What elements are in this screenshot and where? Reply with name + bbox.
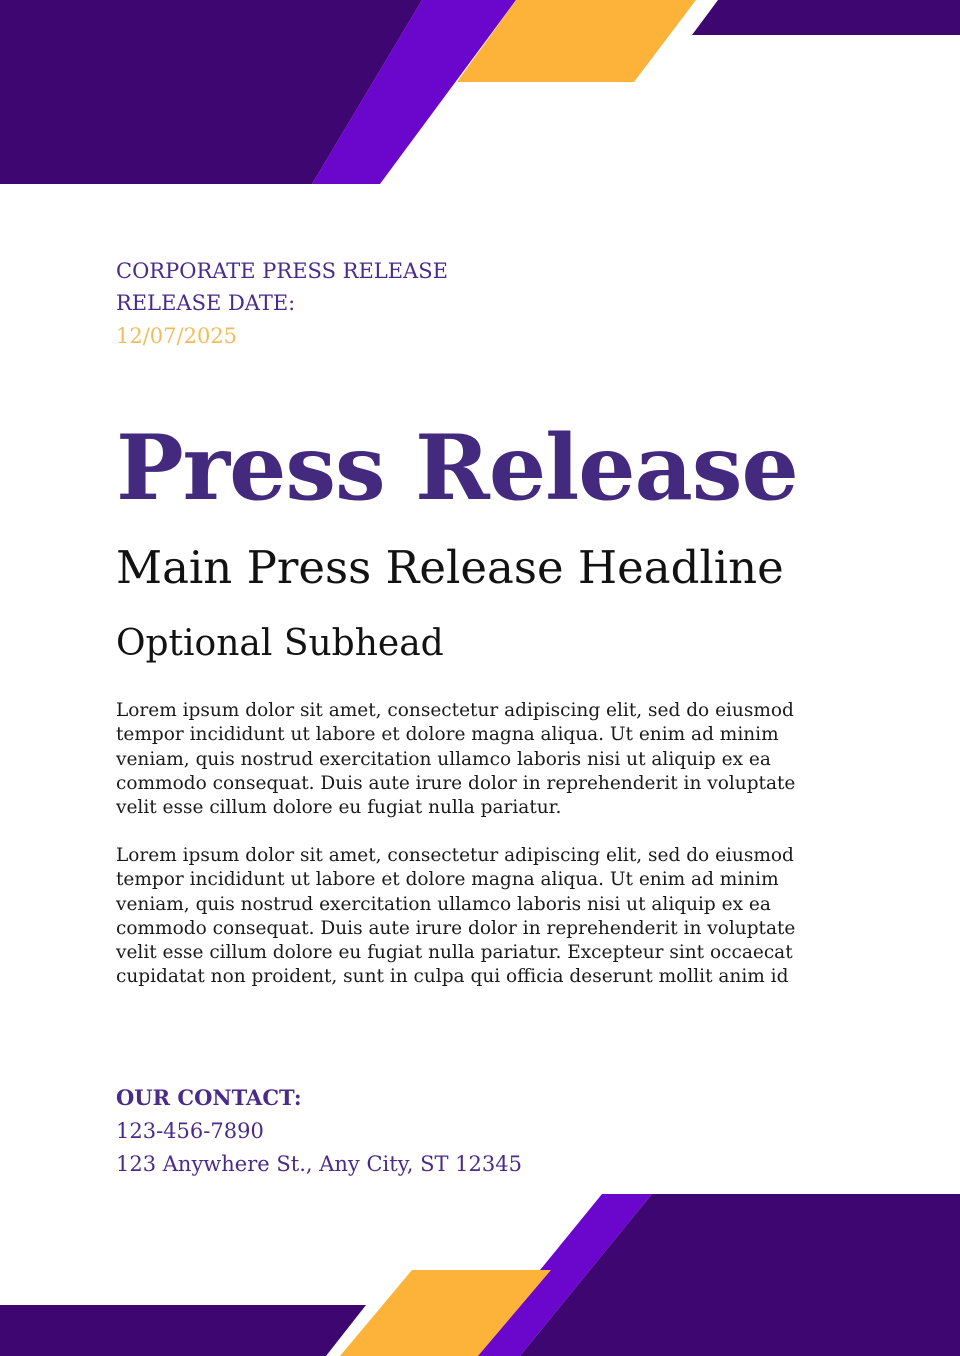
body-paragraph-1: Lorem ipsum dolor sit amet, consectetur adipiscing elit, sed do eiusmod tempor incididunt ut labore et dolore magna aliqua. Ut enim ad minim veniam, quis nostrud exercitation ullamco laboris nisi ut aliquip ex ea commodo consequat. Duis aute irure dolor in reprehenderit in voluptate velit esse cillum dolore eu fugiat nulla pariatur. bbox=[116, 700, 796, 819]
kicker-text: CORPORATE PRESS RELEASE bbox=[116, 259, 448, 283]
footer-decoration bbox=[0, 1190, 960, 1356]
contact-label: OUR CONTACT: bbox=[116, 1085, 302, 1110]
subhead: Optional Subhead bbox=[116, 623, 444, 664]
contact-phone: 123-456-7890 bbox=[116, 1119, 264, 1143]
release-date-label: RELEASE DATE: bbox=[116, 291, 296, 315]
header-right-purple-shape bbox=[692, 0, 960, 35]
page-title: Press Release bbox=[116, 415, 798, 521]
release-date-value: 12/07/2025 bbox=[116, 324, 238, 348]
body-paragraph-2: Lorem ipsum dolor sit amet, consectetur adipiscing elit, sed do eiusmod tempor incididunt ut labore et dolore magna aliqua. Ut enim ad minim veniam, quis nostrud exercitation ullamco laboris nisi ut aliquip ex ea commodo consequat. Duis aute irure dolor in reprehenderit in voluptate velit esse cillum dolore eu fugiat nulla pariatur. Excepteur sint occaecat cupidatat non proident, sunt in culpa qui officia deserunt mollit anim id bbox=[116, 845, 796, 988]
main-headline: Main Press Release Headline bbox=[116, 541, 784, 594]
footer-left-purple-shape bbox=[0, 1305, 366, 1356]
contact-address: 123 Anywhere St., Any City, ST 12345 bbox=[116, 1152, 522, 1176]
header-decoration bbox=[0, 0, 960, 190]
